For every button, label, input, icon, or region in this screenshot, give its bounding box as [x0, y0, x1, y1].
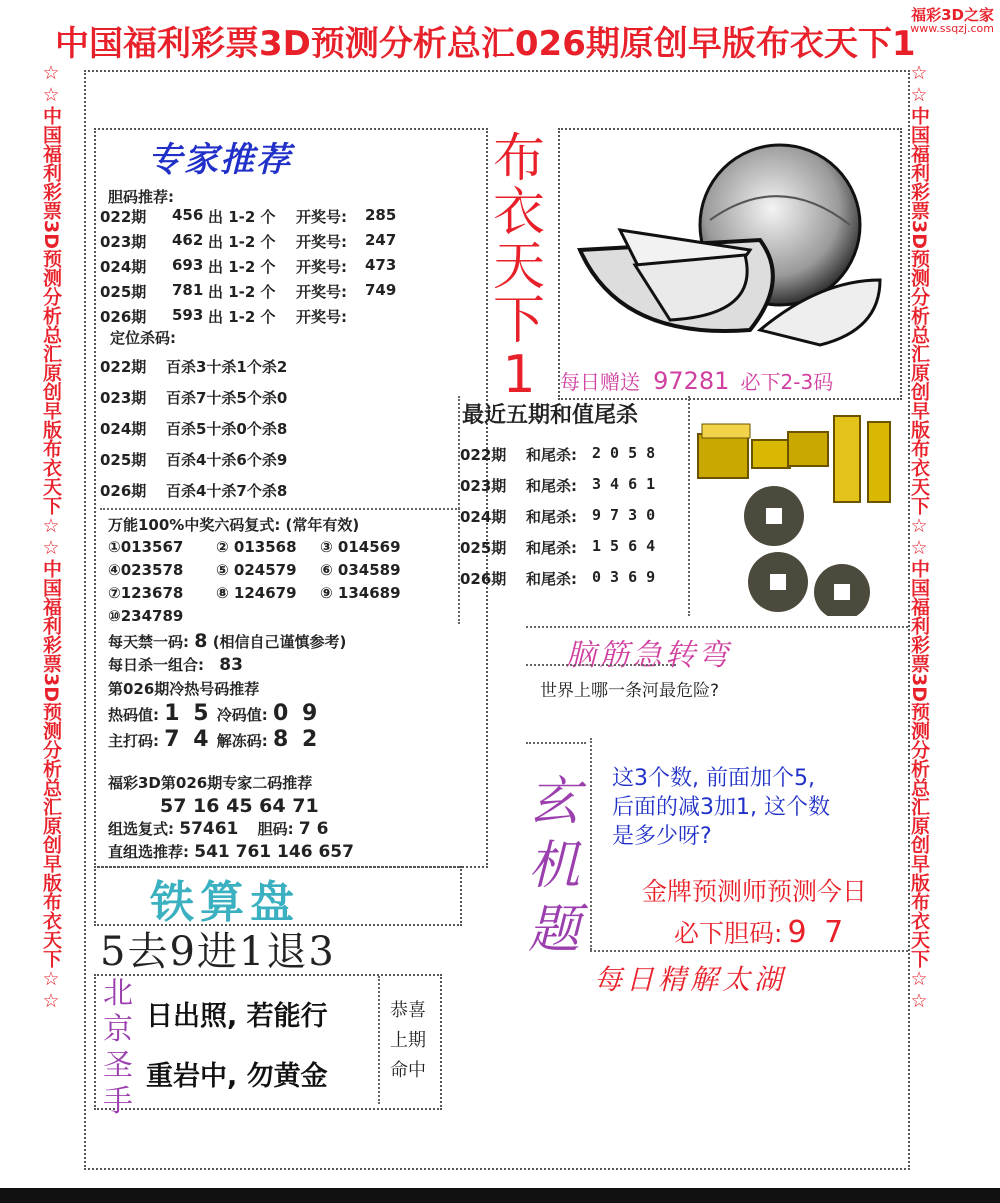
- congrats-line: 上期: [390, 1030, 426, 1051]
- ban-label: 每天禁一码:: [108, 633, 189, 651]
- mystery-top-border: [526, 742, 586, 744]
- period-label: 023期: [100, 389, 147, 407]
- sumkill-title: 最近五期和值尾杀: [462, 403, 639, 428]
- hot-label: 热码值:: [108, 706, 159, 724]
- direct-line: [108, 841, 354, 862]
- expert-box: [94, 128, 488, 868]
- mystery-line: 后面的减3加1, 这个数: [612, 795, 830, 820]
- dan-rule: 出 1-2 个: [208, 308, 276, 326]
- melon-image-box: [558, 128, 902, 400]
- cold-label: 冷码值:: [216, 706, 268, 724]
- taihu-title: 每日精解太湖: [594, 963, 787, 996]
- must-label: 必下胆码:: [674, 919, 783, 948]
- six-code-item: ⑧ 124679: [216, 584, 297, 602]
- period-label: 023期: [100, 233, 147, 251]
- abacus-title: 铁算盘: [150, 877, 300, 928]
- dan-rule: 出 1-2 个: [208, 258, 276, 276]
- sumkill-nums: 1 5 6 4: [592, 537, 656, 555]
- kill-combo-value: 83: [219, 655, 243, 675]
- group-line: [108, 818, 328, 839]
- daily-gift-number: 97281: [653, 367, 730, 395]
- two-code-values: 57 16 45 64 71: [160, 795, 319, 817]
- period-label: 024期: [100, 420, 147, 438]
- mystery-line: 是多少呀?: [612, 824, 712, 849]
- riddle-question: 世界上哪一条河最危险?: [540, 681, 720, 701]
- poem-line-2: 重岩中, 勿黄金: [146, 1061, 328, 1092]
- six-code-item: ⑦123678: [108, 584, 184, 602]
- main-label: 主打码:: [108, 732, 159, 750]
- period-label: 023期: [460, 477, 507, 495]
- sumkill-nums: 3 4 6 1: [592, 475, 656, 493]
- kill-text: 百杀4十杀6个杀9: [166, 451, 288, 469]
- period-label: 022期: [100, 208, 147, 226]
- six-code-row: [108, 584, 448, 607]
- direct-label: 直组选推荐:: [108, 843, 189, 861]
- six-code-grid: [108, 538, 448, 630]
- sumkill-label: 和尾杀:: [526, 446, 577, 464]
- six-code-item: ④023578: [108, 561, 184, 579]
- two-code-title: 福彩3D第026期专家二码推荐: [108, 774, 313, 792]
- six-code-title: 万能100%中奖六码复式: (常年有效): [108, 516, 360, 534]
- draw-label: 开奖号:: [296, 233, 347, 251]
- left-sidebar-text: ☆☆中国福利彩票3D预测分析总汇原创早版布衣天下☆☆中国福利彩票3D预测分析总汇原创早版布衣天下☆☆: [40, 62, 62, 1012]
- six-code-row: [108, 607, 448, 630]
- draw-label: 开奖号:: [296, 258, 347, 276]
- kill-text: 百杀3十杀1个杀2: [166, 358, 288, 376]
- cold-value: 0 9: [272, 701, 321, 726]
- period-label: 022期: [100, 358, 147, 376]
- draw-value: 247: [365, 231, 397, 249]
- sumkill-nums: 0 3 6 9: [592, 568, 656, 586]
- group-label: 组选复式:: [108, 820, 174, 838]
- ban-note: (相信自己谨慎参考): [212, 633, 347, 651]
- mystery-line: 这3个数, 前面加个5,: [612, 766, 815, 791]
- group-value: 57461: [179, 819, 239, 839]
- period-label: 025期: [100, 283, 147, 301]
- watermark-url: www.ssqzj.com: [910, 22, 994, 35]
- six-code-item: ⑩234789: [108, 607, 184, 625]
- six-code-row: [108, 538, 448, 561]
- page-title: 中国福利彩票3D预测分析总汇026期原创早版布衣天下1: [55, 24, 916, 64]
- dan-value: 7 6: [298, 819, 329, 839]
- riddle-title: 脑筋急转弯: [566, 638, 731, 673]
- sumkill-label: 和尾杀:: [526, 508, 577, 526]
- dan-nums: 781: [172, 281, 204, 299]
- kill-text: 百杀4十杀7个杀8: [166, 482, 288, 500]
- melon-illustration: [560, 130, 900, 360]
- congrats-divider: [378, 976, 380, 1104]
- riddle-line: [526, 664, 676, 666]
- kill-title: 定位杀码:: [110, 329, 176, 347]
- dan-nums: 462: [172, 231, 204, 249]
- direct-value: 541 761 146 657: [194, 842, 354, 862]
- divider: [100, 508, 460, 510]
- draw-label: 开奖号:: [296, 308, 347, 326]
- congrats-line: 命中: [390, 1060, 426, 1081]
- ban-value: 8: [194, 630, 208, 652]
- abacus-vertical: 北京圣手: [103, 976, 133, 1119]
- brand-vertical: 布衣天下1: [492, 129, 545, 405]
- thaw-label: 解冻码:: [216, 732, 268, 750]
- daily-gift-label: 每日赠送: [560, 370, 640, 394]
- six-code-item: ⑥ 034589: [320, 561, 401, 579]
- period-label: 024期: [100, 258, 147, 276]
- period-label: 026期: [100, 308, 147, 326]
- period-label: 024期: [460, 508, 507, 526]
- sumkill-nums: 2 0 5 8: [592, 444, 656, 462]
- draw-label: 开奖号:: [296, 283, 347, 301]
- draw-value: 285: [365, 206, 397, 224]
- must-dan-line: [674, 914, 847, 950]
- expert-heading: 专家推荐: [148, 140, 292, 180]
- poem-line-1: 日出照, 若能行: [146, 1001, 328, 1032]
- sumkill-label: 和尾杀:: [526, 539, 577, 557]
- right-sidebar-text: ☆☆中国福利彩票3D预测分析总汇原创早版布衣天下☆☆中国福利彩票3D预测分析总汇原创早版布衣天下☆☆: [908, 62, 930, 1012]
- kill-text: 百杀5十杀0个杀8: [166, 420, 288, 438]
- sumkill-right-border: [688, 396, 690, 616]
- hotcold-title: 第026期冷热号码推荐: [108, 680, 260, 698]
- thaw-value: 8 2: [272, 727, 321, 752]
- six-code-row: [108, 561, 448, 584]
- sumkill-label: 和尾杀:: [526, 477, 577, 495]
- ban-line: [108, 630, 346, 652]
- dan-nums: 456: [172, 206, 204, 224]
- dan-nums: 693: [172, 256, 204, 274]
- dan-label: 胆码:: [257, 820, 294, 838]
- six-code-item: ⑤ 024579: [216, 561, 297, 579]
- bottom-bar: [0, 1188, 1000, 1203]
- draw-value: 749: [365, 281, 397, 299]
- dan-rule: 出 1-2 个: [208, 208, 276, 226]
- watermark-name: 福彩3D之家: [911, 6, 994, 24]
- sumkill-label: 和尾杀:: [526, 570, 577, 588]
- gold-coins-illustration: [692, 404, 892, 616]
- must-value: 9 7: [787, 915, 848, 950]
- mystery-vertical-title: 玄机题: [527, 772, 580, 960]
- kill-combo-label: 每日杀一组合:: [108, 656, 204, 674]
- mystery-bottom-border: [590, 950, 908, 952]
- dan-nums: 593: [172, 306, 204, 324]
- daily-gift: [560, 366, 833, 395]
- mystery-question: [612, 764, 830, 851]
- daily-gift-suffix: 必下2-3码: [740, 370, 834, 394]
- dan-rule: 出 1-2 个: [208, 233, 276, 251]
- period-label: 022期: [460, 446, 507, 464]
- kill-combo-line: [108, 654, 243, 675]
- congrats-line: 恭喜: [390, 1000, 426, 1021]
- draw-label: 开奖号:: [296, 208, 347, 226]
- draw-value: 473: [365, 256, 397, 274]
- hot-value: 1 5: [164, 701, 212, 726]
- main-value: 7 4: [164, 727, 212, 752]
- six-code-item: ①013567: [108, 538, 184, 556]
- main-line: [108, 727, 320, 752]
- six-code-item: ⑨ 134689: [320, 584, 401, 602]
- period-label: 025期: [460, 539, 507, 557]
- riddle-top-border: [526, 626, 908, 628]
- congrats-text: [390, 996, 426, 1086]
- hotcold-line: [108, 701, 320, 726]
- dan-rule: 出 1-2 个: [208, 283, 276, 301]
- sumkill-nums: 9 7 3 0: [592, 506, 656, 524]
- mystery-left-border: [590, 738, 592, 950]
- abacus-formula: 5去9进1退3: [100, 929, 336, 975]
- kill-text: 百杀7十杀5个杀0: [166, 389, 288, 407]
- period-label: 025期: [100, 451, 147, 469]
- period-label: 026期: [100, 482, 147, 500]
- six-code-item: ② 013568: [216, 538, 297, 556]
- six-code-item: ③ 014569: [320, 538, 401, 556]
- dan-title: 胆码推荐:: [108, 188, 174, 206]
- period-label: 026期: [460, 570, 507, 588]
- gold-predictor-label: 金牌预测师预测今日: [642, 877, 868, 906]
